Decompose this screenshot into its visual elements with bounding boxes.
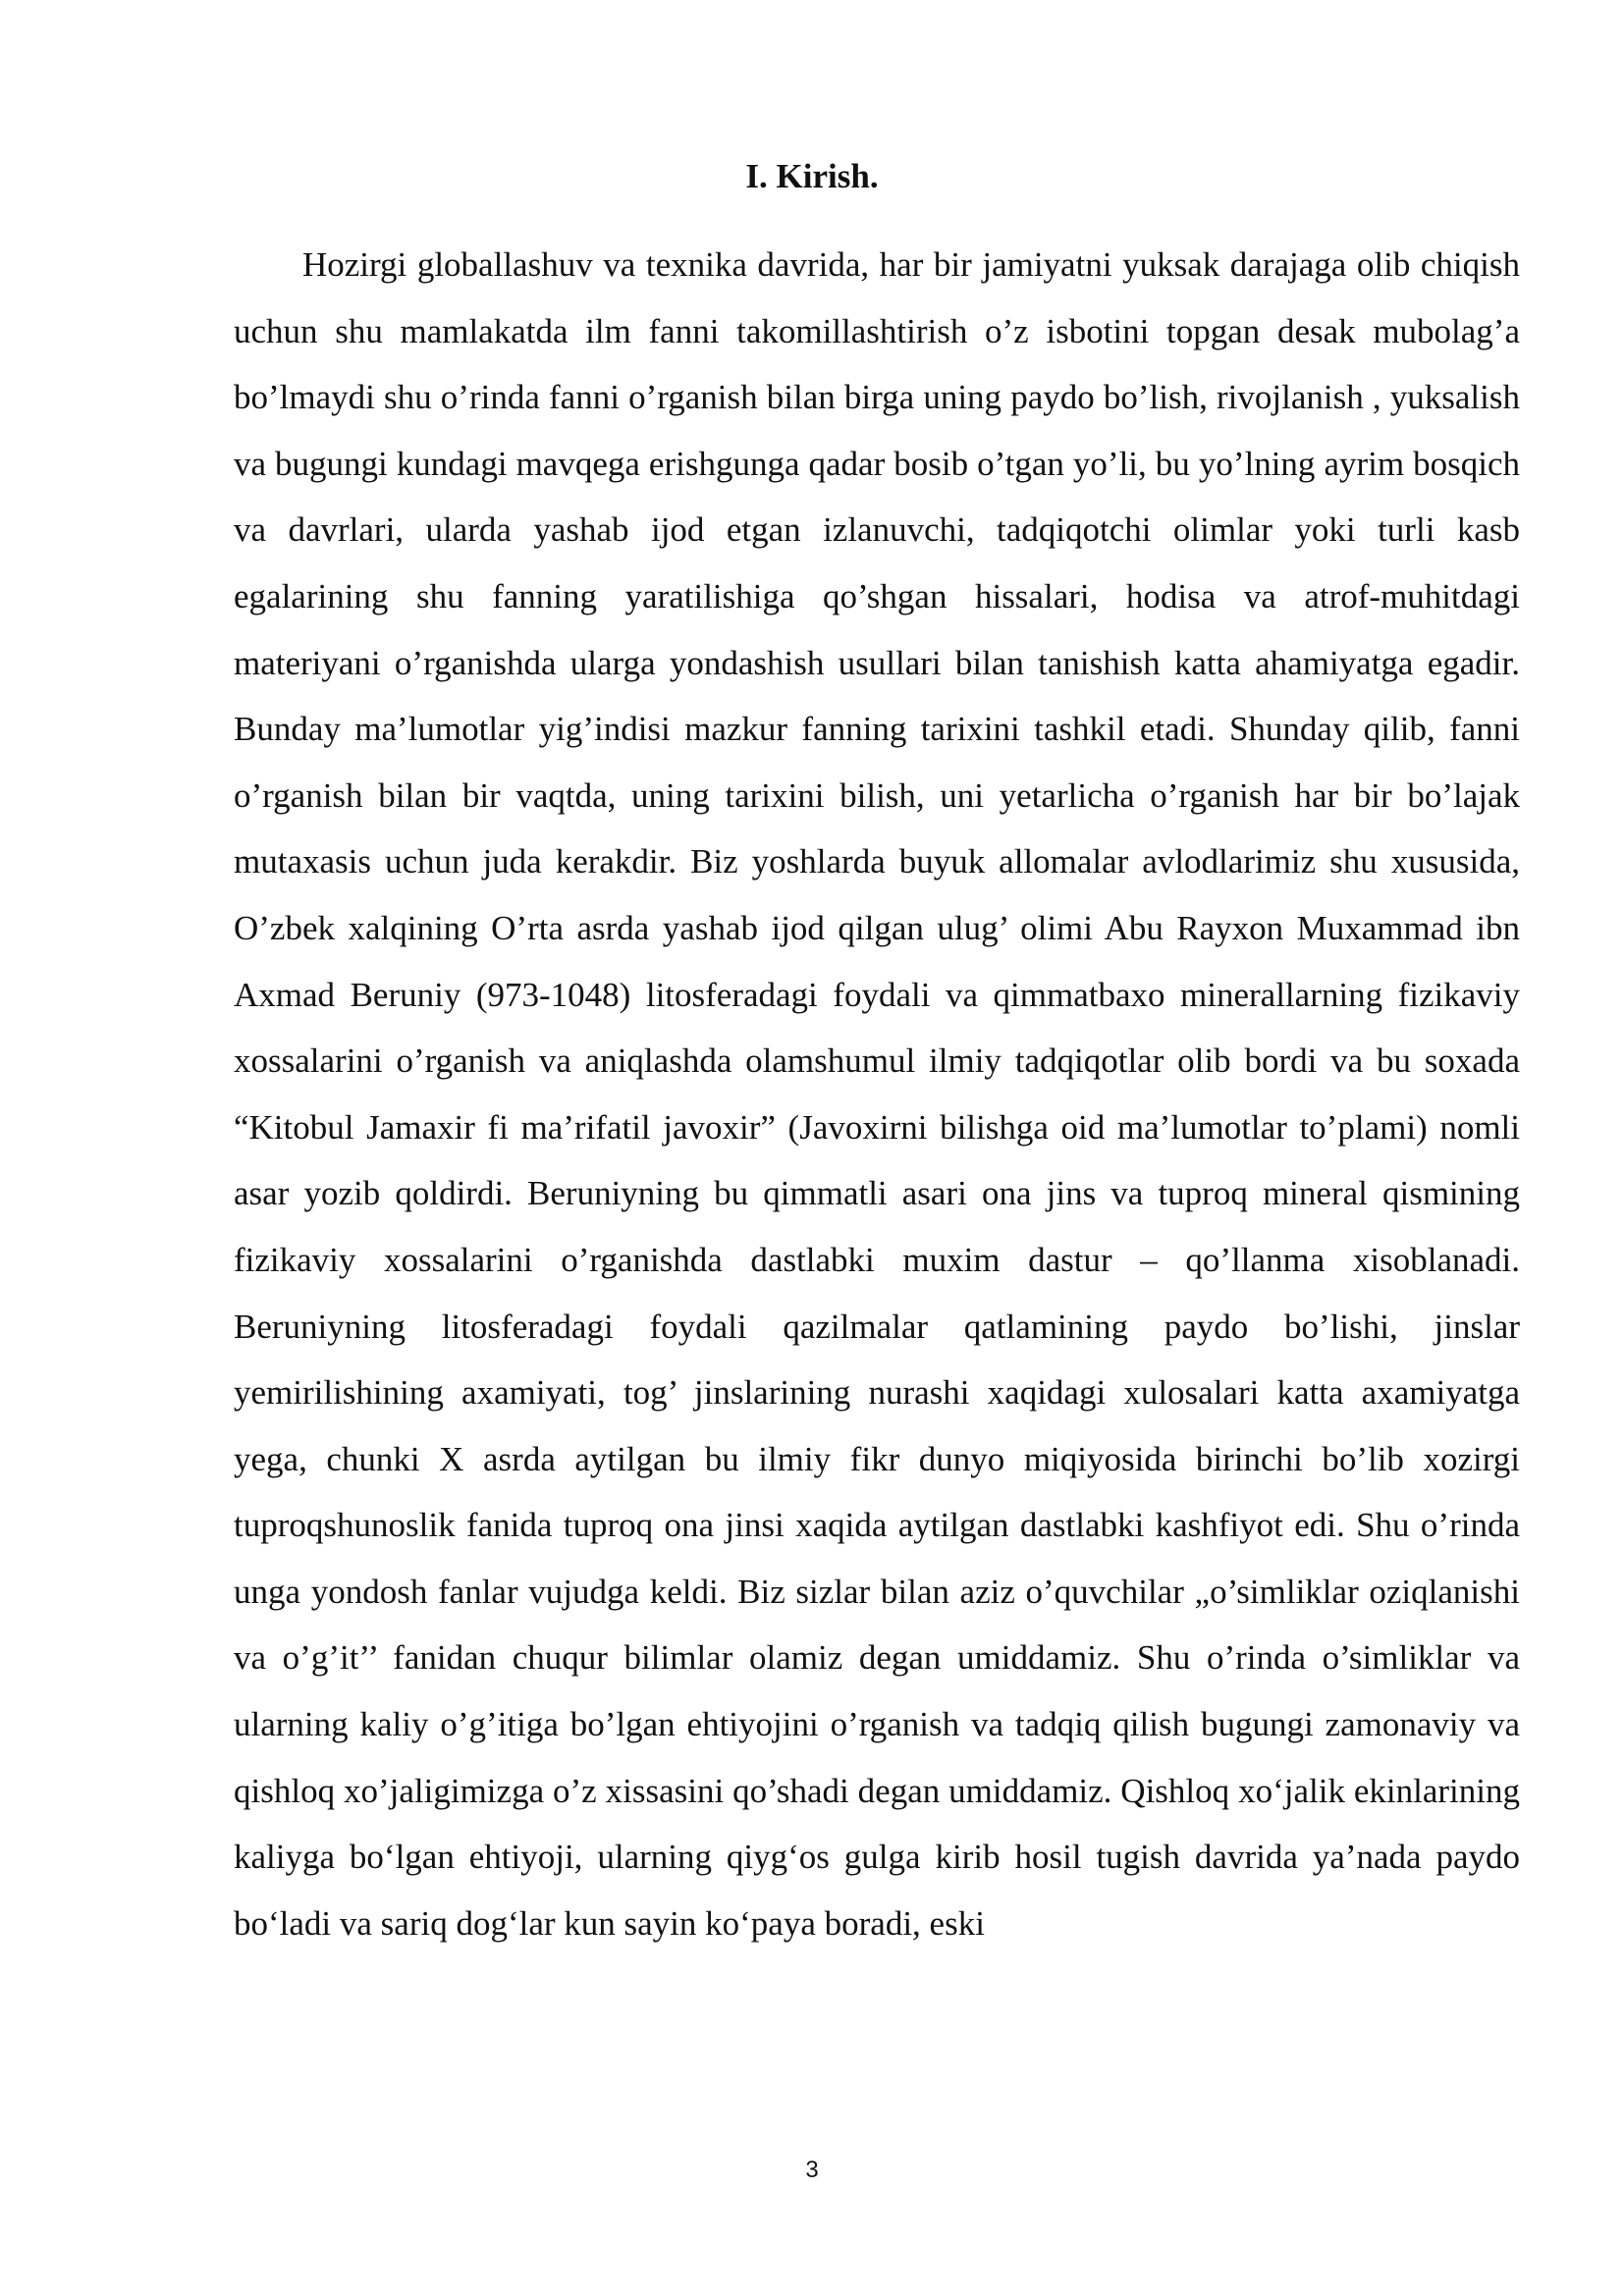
page-number: 3 — [805, 2157, 819, 2183]
body-paragraph: Hozirgi globallashuv va texnika davrida, har bir jamiyatni yuksak darajaga olib chiqish uchun shu mamlakatda ilm fanni takomillashtirish o’z isbotini topgan desak mubolag’a bo’lmaydi shu o’rinda fanni o’rganish bilan birga uning paydo bo’lish, rivojlanish , yuksalish va bugungi kundagi mavqega erishgunga qadar bosib o’tgan yo’li, bu yo’lning ayrim bosqich va davrlari, ularda yashab ijod etgan izlanuvchi, tadqiqotchi olimlar yoki turli kasb egalarining shu fanning yaratilishiga qo’shgan hissalari, hodisa va atrof-muhitdagi materiyani o’rganishda ularga yondashish usullari bilan tanishish katta ahamiyatga egadir. Bunday ma’lumotlar yig’indisi mazkur fanning tarixini tashkil etadi. Shunday qilib, fanni o’rganish bilan bir vaqtda, uning tarixini bilish, uni yetarlicha o’rganish har bir bo’lajak mutaxasis uchun juda kerakdir. Biz yoshlarda buyuk allomalar avlodlarimiz shu xususida, O’zbek xalqining O’rta asrda yashab ijod qilgan ulug’ olimi Abu Rayxon Muxammad ibn Axmad Beruniy (973-1048) litosferadagi foydali va qimmatbaxo minerallarning fizikaviy xossalarini o’rganish va aniqlashda olamshumul ilmiy tadqiqotlar olib bordi va bu soxada “Kitobul Jamaxir fi ma’rifatil javoxir” (Javoxirni bilishga oid ma’lumotlar to’plami) nomli asar yozib qoldirdi. Beruniyning bu qimmatli asari ona jins va tuproq mineral qismining fizikaviy xossalarini o’rganishda dastlabki muxim dastur – qo’llanma xisoblanadi. Beruniyning litosferadagi foydali qazilmalar qatlamining paydo bo’lishi, jinslar yemirilishining axamiyati, tog’ jinslarining nurashi xaqidagi xulosalari katta axamiyatga yega, chunki X asrda aytilgan bu ilmiy fikr dunyo miqiyosida birinchi bo’lib xozirgi tuproqshunoslik fanida tuproq ona jinsi xaqida aytilgan dastlabki kashfiyot edi. Shu o’rinda unga yondosh fanlar vujudga keldi. Biz sizlar bilan aziz o’quvchilar „o’simliklar oziqlanishi va o’g’it’’ fanidan chuqur bilimlar olamiz degan umiddamiz. Shu o’rinda o’simliklar va ularning kaliy o’g’itiga bo’lgan ehtiyojini o’rganish va tadqiq qilish bugungi zamonaviy va qishloq xo’jaligimizga o’z xissasini qo’shadi degan umiddamiz. Qishloq xo‘jalik ekinlarining kaliyga bo‘lgan ehtiyoji, ularning qiyg‘os gulga kirib hosil tugish davrida ya’nada paydo bo‘ladi va sariq dog‘lar kun sayin ko‘paya boradi, eski — [234, 245, 1520, 1943]
section-heading: I. Kirish. — [745, 157, 879, 195]
